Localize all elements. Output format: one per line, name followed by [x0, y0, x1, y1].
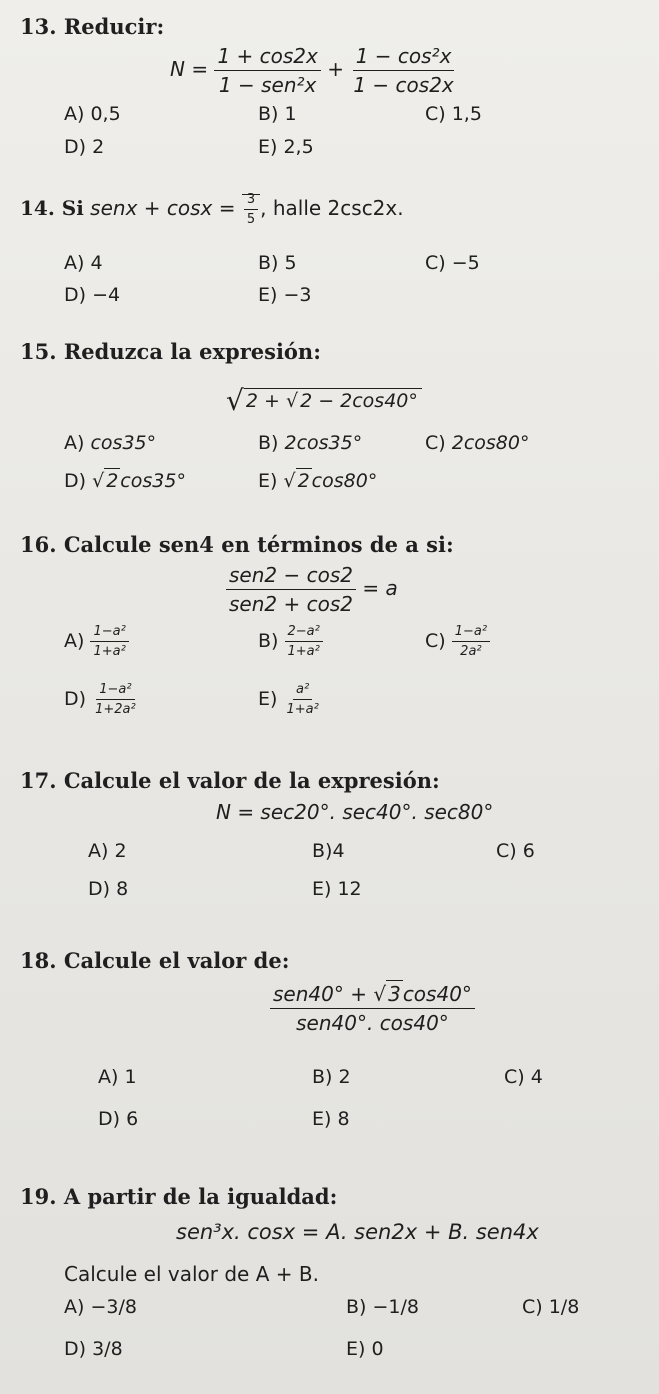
fraction-denominator: 5 [246, 212, 256, 227]
option-label: C) [425, 630, 446, 652]
numerator-part-b: cos40° [402, 982, 472, 1006]
fraction-denominator: 1+a² [93, 644, 126, 659]
fraction-numerator [270, 982, 475, 1009]
option-a[interactable] [64, 624, 129, 659]
question-14-title [20, 192, 404, 227]
fraction-denominator: 1 − cos2x [353, 73, 454, 97]
fraction [226, 563, 356, 616]
radical-outer: 2 + [245, 390, 280, 412]
option-e[interactable]: E) −3 [258, 284, 312, 306]
option-b[interactable]: B) 1 [258, 103, 297, 125]
formula-lhs: N = [170, 57, 209, 81]
option-label: B) [258, 432, 279, 454]
root-three-fifths [242, 192, 260, 227]
option-d[interactable]: D) 2 [64, 136, 105, 158]
option-label: A) [64, 630, 85, 652]
option-d[interactable] [64, 470, 186, 492]
option-b[interactable] [258, 624, 323, 659]
question-18-formula [270, 982, 475, 1035]
question-16-formula [226, 563, 398, 616]
option-e[interactable]: E) 12 [312, 878, 362, 900]
sqrt-symbol: √ [285, 390, 299, 412]
plus-sign: + [327, 57, 344, 81]
fraction [270, 982, 475, 1035]
option-a[interactable]: A) 1 [98, 1066, 137, 1088]
sqrt-symbol: √ [92, 470, 105, 492]
option-d[interactable]: D) 6 [98, 1108, 139, 1130]
option-e[interactable]: E) 0 [346, 1338, 384, 1360]
option-c[interactable] [425, 432, 529, 454]
fraction-denominator: 1+a² [286, 702, 319, 717]
question-19-formula: sen³x. cosx = A. sen2x + B. sen4x [176, 1220, 539, 1244]
fraction-numerator: sen2 − cos2 [226, 563, 356, 590]
question-14-prefix: 14. Si [20, 196, 84, 220]
fraction-numerator: 1 + cos2x [214, 44, 320, 71]
option-a[interactable] [64, 432, 156, 454]
option-c[interactable]: C) 4 [504, 1066, 543, 1088]
option-a[interactable]: A) 4 [64, 252, 103, 274]
fraction-numerator: 2−a² [285, 624, 323, 642]
fraction-denominator: 1+a² [287, 644, 320, 659]
option-a[interactable]: A) −3/8 [64, 1296, 137, 1318]
option-d[interactable] [64, 682, 139, 717]
option-e[interactable]: E) 2,5 [258, 136, 314, 158]
option-b[interactable]: B)4 [312, 840, 345, 862]
option-label: E) [258, 688, 278, 710]
sqrt-two: 2 [297, 470, 310, 492]
option-value: cos35° [120, 470, 186, 492]
sqrt-symbol: √ [283, 470, 296, 492]
fraction-numerator: a² [293, 682, 312, 700]
fraction-denominator: sen2 + cos2 [229, 592, 353, 616]
option-e[interactable]: E) 8 [312, 1108, 350, 1130]
fraction-numerator: 1−a² [452, 624, 490, 642]
option-c[interactable] [425, 624, 490, 659]
fraction-numerator: 1−a² [90, 624, 128, 642]
sqrt-symbol: √ [226, 384, 244, 417]
formula-rhs: = a [362, 576, 398, 600]
option-e[interactable] [258, 682, 322, 717]
option-a[interactable]: A) 2 [88, 840, 127, 862]
option-c[interactable]: C) 1,5 [425, 103, 482, 125]
option-value: cos35° [90, 432, 157, 454]
option-label: B) [258, 630, 279, 652]
sqrt-three: 3 [388, 982, 401, 1006]
question-15-radical [226, 384, 422, 417]
sqrt-two: 2 [106, 470, 119, 492]
fraction-denominator: 1 − sen²x [218, 73, 317, 97]
question-17-formula: N = sec20°. sec40°. sec80° [216, 800, 494, 824]
question-14-suffix: , halle 2csc2x. [260, 196, 404, 220]
question-19-title: 19. A partir de la igualdad: [20, 1184, 338, 1209]
question-18-title: 18. Calcule el valor de: [20, 948, 290, 973]
option-c[interactable]: C) 1/8 [522, 1296, 580, 1318]
question-14-expr: senx + cosx = [90, 196, 236, 220]
fraction-denominator: 1+2a² [95, 702, 136, 717]
option-label: C) [425, 432, 446, 454]
numerator-part-a: sen40° + [273, 982, 367, 1006]
fraction-numerator: 1 − cos²x [353, 44, 455, 71]
fraction-denominator: 2a² [460, 644, 482, 659]
option-label: E) [258, 470, 278, 492]
option-b[interactable]: B) −1/8 [346, 1296, 419, 1318]
fraction-numerator: 1−a² [96, 682, 134, 700]
radical-inner: 2 − 2cos40° [300, 390, 418, 412]
option-value: 2cos35° [284, 432, 363, 454]
option-c[interactable]: C) −5 [425, 252, 480, 274]
option-e[interactable] [258, 470, 377, 492]
option-value: cos80° [311, 470, 378, 492]
question-16-title: 16. Calcule sen4 en términos de a si: [20, 532, 454, 557]
option-a[interactable]: A) 0,5 [64, 103, 121, 125]
question-17-title: 17. Calcule el valor de la expresión: [20, 768, 440, 793]
option-label: A) [64, 432, 85, 454]
option-value: 2cos80° [451, 432, 530, 454]
option-label: D) [64, 688, 87, 710]
option-d[interactable]: D) −4 [64, 284, 121, 306]
option-c[interactable]: C) 6 [496, 840, 535, 862]
fraction-1 [214, 44, 320, 97]
question-13-formula [170, 44, 457, 97]
option-b[interactable]: B) 5 [258, 252, 297, 274]
option-b[interactable]: B) 2 [312, 1066, 351, 1088]
fraction-2 [350, 44, 456, 97]
question-15-title: 15. Reduzca la expresión: [20, 339, 321, 364]
option-label: D) [64, 470, 87, 492]
question-19-ask: Calcule el valor de A + B. [64, 1262, 319, 1286]
fraction-denominator: sen40°. cos40° [296, 1011, 449, 1035]
fraction-numerator: 3 [244, 192, 258, 210]
option-d[interactable]: D) 8 [88, 878, 129, 900]
option-b[interactable] [258, 432, 362, 454]
question-13-title: 13. Reducir: [20, 14, 165, 39]
sqrt-symbol: √ [373, 982, 387, 1006]
option-d[interactable]: D) 3/8 [64, 1338, 123, 1360]
